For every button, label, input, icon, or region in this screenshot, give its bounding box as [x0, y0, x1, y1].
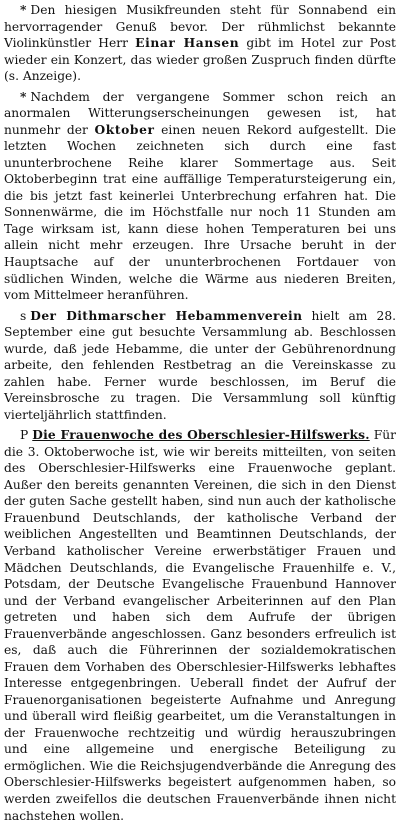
- month-name: Oktober: [94, 121, 155, 137]
- article-heading: Der Dithmarscher Hebammenverein: [30, 307, 303, 323]
- artist-name: Einar Hansen: [135, 35, 240, 51]
- article-text: Für die 3. Oktoberwoche ist, wie wir bereits mitteilten, von seiten des Oberschlesier-Hilfswerks eine Frauenwoche geplant. Außer den bereits genannten Vereinen, die sich in den Dienst der guten Sache gestellt haben, sind nun auch der katholische Frauenbund Deutschlands, der katholische Verband der weiblichen Angestellten und Beamtinnen Deutschlands, der Verband katholischer Vereine erwerbstätiger Frauen und Mädchen Deutschlands, die Evangelische Frauenhilfe e. V., Potsdam, der Deutsche Evangelische Frauenbund Hannover und der Verband evangelischer Arbeiterinnen auf den Plan getreten und haben sich dem Aufrufe der übrigen Frauenverbände angeschlossen. Ganz besonders erfreulich ist es, daß auch die Führerinnen der sozialdemokratischen Frauen dem Vorhaben des Oberschlesier-Hilfswerks lebhaftes Interesse entgegenbringen. Ueberall findet der Aufruf der Frauenorganisationen begeisterte Aufnahme und Anregung und überall wird fleißig gearbeitet, um die Veranstaltungen in der Frauenwoche rechtzeitig und würdig herauszubringen und eine allgemeine und energische Beteiligung zu ermöglichen. Wie die Reichsjugendverbände die Anregung des Oberschlesier-Hilfswerks begeistert aufgenommen haben, so werden zweifellos die deutschen Frauenverbände ihnen nicht nachstehen wollen.: [4, 428, 396, 823]
- article-marker: *: [20, 88, 27, 104]
- article-marker: P: [20, 428, 29, 443]
- article-weather-october: [4, 89, 396, 304]
- article-text: gibt im Hotel zur Post wieder ein Konzert, das wieder großen Zuspruch finden dürfte (s. Anzeige).: [4, 36, 396, 84]
- article-midwives-association: [4, 308, 396, 424]
- article-heading: Die Frauenwoche des Oberschlesier-Hilfswerks.: [32, 427, 370, 443]
- article-marker: *: [20, 2, 27, 17]
- article-text: hielt am 28. September eine gut besuchte Versammlung ab. Beschlossen wurde, daß jede Hebamme, die unter der Gebührenordnung arbeite, den fehlenden Restbetrag an die Vereinskasse zu zahlen habe. Ferner wurde beschlossen, im Beruf die Vereinsbrosche zu tragen. Die Versammlung soll künftig vierteljährlich stattfinden.: [4, 308, 397, 422]
- article-text: Den hiesigen Musikfreunden steht für Sonnabend ein hervorragender Genuß bevor. Der rühmlichst bekannte Violinkünstler Herr: [4, 3, 396, 51]
- article-text: Nachdem der vergangene Sommer schon reich an anormalen Witterungserscheinungen gewesen ist, hat nunmehr der: [4, 89, 396, 137]
- article-marker: s: [20, 308, 27, 323]
- article-womens-week: [4, 427, 396, 824]
- newspaper-column: [4, 2, 396, 824]
- article-text: einen neuen Rekord aufgestellt. Die letzten Wochen zeichneten sich durch eine fast ununterbrochene Reihe klarer Sommertage aus. Seit Oktoberbeginn trat eine auffällige Temperatursteigerung ein, die bis jetzt fast keinerlei Unterbrechung erfahren hat. Die Sonnenwärme, die im Höchstfalle nur noch 11 Stunden am Tage wirksam ist, kann diese hohen Temperaturen bei uns allein nicht mehr erzeugen. Ihre Ursache beruht in der Hauptsache auf der ununterbrochenen Fortdauer von südlichen Winden, welche die Wärme aus niederen Breiten, vom Mittelmeer heranführen.: [4, 122, 396, 303]
- article-music-concert: [4, 2, 396, 85]
